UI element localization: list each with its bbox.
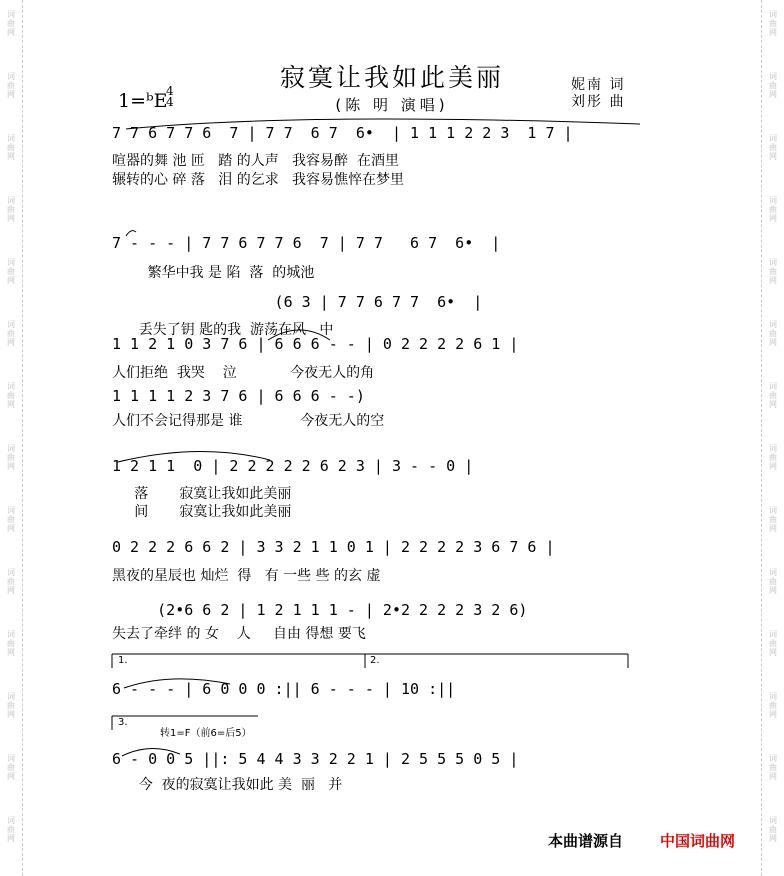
watermark-glyphs: 词 曲 网	[769, 692, 777, 719]
credits	[571, 77, 625, 111]
notation-line: 6 - - - | 6 0 0 0 :|| 6 - - - | 10 :||	[112, 680, 456, 698]
key-signature: 1=ᵇE	[118, 90, 168, 112]
mod-marker: 转1=F（前6=后5）	[160, 728, 252, 739]
footer-source-label: 本曲谱源自	[548, 832, 624, 850]
watermark-glyphs: 词 曲 网	[7, 630, 15, 657]
time-signature-bottom: 4	[166, 95, 174, 109]
lyric-line: 人们不会记得那是 谁 今夜无人的空	[112, 413, 385, 429]
lyric-line: 失去了牵绊 的 女 人 自由 得想 要飞	[112, 626, 366, 642]
watermark-glyphs: 词 曲 网	[769, 258, 777, 285]
watermark-glyphs: 词 曲 网	[7, 444, 15, 471]
watermark-glyphs: 词 曲 网	[7, 196, 15, 223]
right-watermark-column	[761, 0, 784, 876]
lyric-line: 喧器的舞 池 匝 踏 的人声 我容易醉 在酒里	[112, 153, 399, 169]
lyricist-credit: 妮南 词	[571, 77, 626, 93]
watermark-glyphs: 词 曲 网	[7, 258, 15, 285]
watermark-glyphs: 词 曲 网	[769, 134, 777, 161]
watermark-glyphs: 词 曲 网	[7, 692, 15, 719]
watermark-glyphs: 词 曲 网	[7, 382, 15, 409]
watermark-glyphs: 词 曲 网	[769, 630, 777, 657]
watermark-glyphs: 词 曲 网	[769, 816, 777, 843]
watermark-glyphs: 词 曲 网	[769, 72, 777, 99]
watermark-glyphs: 词 曲 网	[7, 816, 15, 843]
time-signature-top: 4	[166, 84, 174, 98]
composer-credit: 刘彤 曲	[571, 94, 626, 110]
watermark-glyphs: 词 曲 网	[769, 754, 777, 781]
watermark-glyphs: 词 曲 网	[7, 134, 15, 161]
watermark-glyphs: 词 曲 网	[7, 72, 15, 99]
performer-subtitle: (陈 明 演唱)	[335, 96, 449, 114]
watermark-glyphs: 词 曲 网	[7, 10, 15, 37]
notation-line: 1 1 1 1 2 3 7 6 | 6 6 6 - -)	[112, 387, 365, 405]
volta2-marker: 2.	[370, 655, 380, 666]
watermark-glyphs: 词 曲 网	[769, 568, 777, 595]
watermark-glyphs: 词 曲 网	[769, 382, 777, 409]
watermark-glyphs: 词 曲 网	[7, 568, 15, 595]
watermark-glyphs: 词 曲 网	[769, 196, 777, 223]
lyric-line: 辗转的心 碎 落 泪 的乞求 我容易憔悴在梦里	[112, 172, 405, 188]
watermark-glyphs: 词 曲 网	[7, 506, 15, 533]
notation-line: 7 - - - | 7 7 6 7 7 6 7 | 7 7 6 7 6• |	[112, 234, 501, 252]
lyric-line: 繁华中我 是 陷 落 的城池	[112, 265, 315, 281]
lyric-line: 人们拒绝 我哭 泣 今夜无人的角	[112, 365, 375, 381]
notation-line: 1 2 1 1 0 | 2 2 2 2 2 6 2 3 | 3 - - 0 |	[112, 457, 474, 475]
left-watermark-column	[0, 0, 23, 876]
notation-line: 0 2 2 2 6 6 2 | 3 3 2 1 1 0 1 | 2 2 2 2 3 6 7 6 |	[112, 538, 555, 556]
watermark-glyphs: 词 曲 网	[7, 320, 15, 347]
lyric-line: 落 寂寞让我如此美丽	[112, 486, 292, 502]
lyric-line: 黑夜的星辰也 灿烂 得 有 一些 些 的玄 虚	[112, 568, 381, 584]
watermark-glyphs: 词 曲 网	[769, 506, 777, 533]
lyric-line: 今 夜的寂寞让我如此 美 丽 并	[112, 777, 343, 793]
volta1-marker: 1.	[118, 655, 128, 666]
lyric-line: 间 寂寞让我如此美丽	[112, 504, 292, 520]
notation-line: (2•6 6 2 | 1 2 1 1 1 - | 2•2 2 2 2 3 2 6)	[112, 601, 528, 619]
footer-site-name[interactable]: 中国词曲网	[660, 832, 736, 850]
lyric-line: 丢失了钥 匙的我 游荡在风 中	[112, 322, 334, 338]
notation-line: (6 3 | 7 7 6 7 7 6• |	[112, 293, 483, 311]
watermark-glyphs: 词 曲 网	[769, 444, 777, 471]
watermark-glyphs: 词 曲 网	[769, 10, 777, 37]
time-signature	[166, 86, 174, 108]
notation-line: 7 7 6 7 7 6 7 | 7 7 6 7 6• | 1 1 1 2 2 3 1 7 |	[112, 124, 573, 142]
song-title: 寂寞让我如此美丽	[279, 63, 504, 92]
notation-line: 1 1 2 1 0 3 7 6 | 6 6 6 - - | 0 2 2 2 2 6 1 |	[112, 335, 519, 353]
notation-line: 6 - 0 0 5 ||: 5 4 4 3 3 2 2 1 | 2 5 5 5 0 5 |	[112, 750, 519, 768]
volta3-marker: 3.	[118, 717, 128, 728]
watermark-glyphs: 词 曲 网	[7, 754, 15, 781]
watermark-glyphs: 词 曲 网	[769, 320, 777, 347]
